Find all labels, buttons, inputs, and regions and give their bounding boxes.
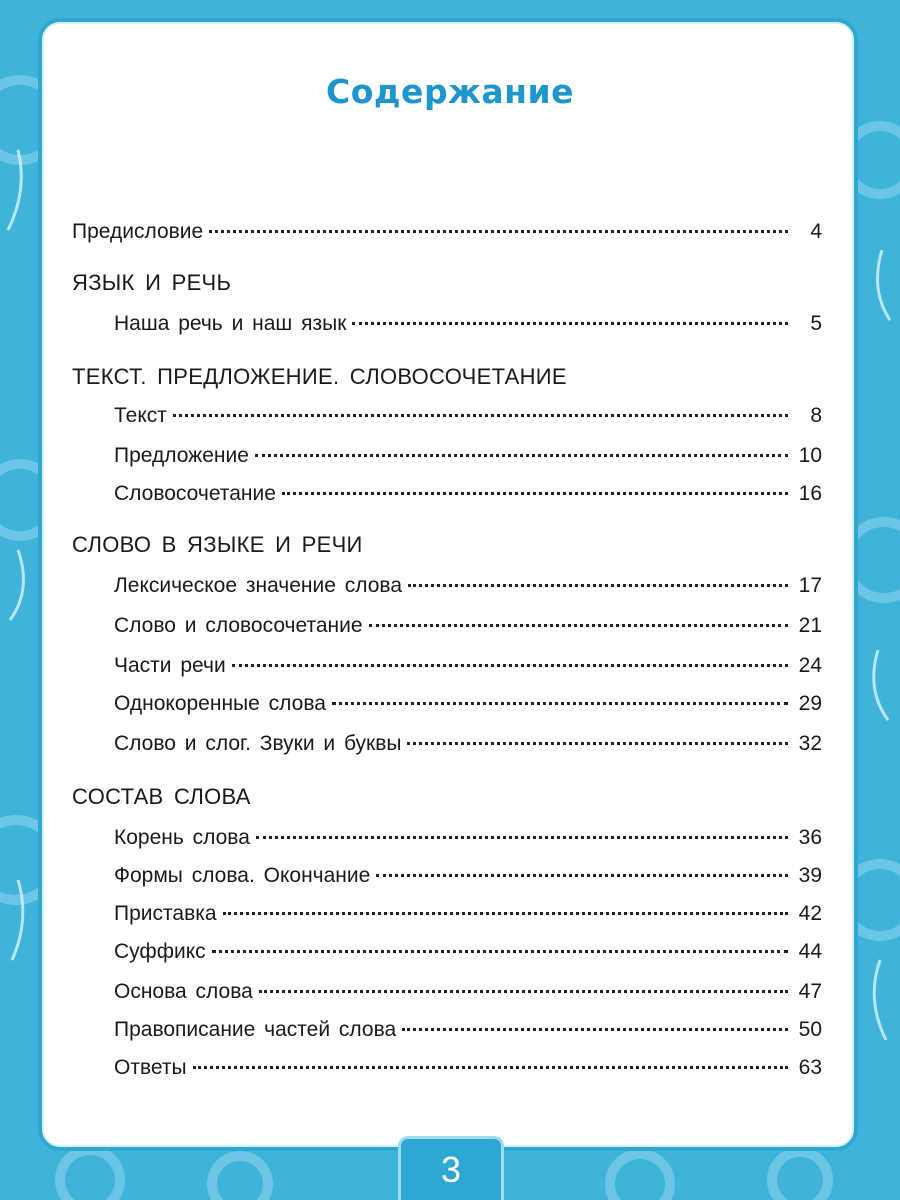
- page-number-tab: [398, 1136, 504, 1200]
- toc-entry[interactable]: [114, 864, 822, 894]
- toc-entry-page: 44: [798, 940, 822, 963]
- dot-leader: [232, 664, 788, 667]
- dot-leader: [259, 990, 788, 993]
- toc-entry-label: Части речи: [114, 654, 226, 677]
- dot-leader: [256, 836, 788, 839]
- dot-leader: [255, 454, 788, 457]
- toc-entry[interactable]: [114, 826, 822, 856]
- toc-entry-label: Основа слова: [114, 980, 253, 1003]
- toc-entry[interactable]: [114, 614, 822, 644]
- toc-entry-label: Предложение: [114, 444, 249, 467]
- toc-entry-page: 29: [798, 692, 822, 715]
- dot-leader: [223, 912, 788, 915]
- toc-entry-page: 5: [810, 312, 822, 335]
- dot-leader: [209, 230, 788, 233]
- dot-leader: [402, 1028, 788, 1031]
- toc-section-heading: ЯЗЫК И РЕЧЬ: [72, 270, 232, 295]
- toc-entry[interactable]: [114, 404, 822, 434]
- toc-entry[interactable]: [114, 444, 822, 474]
- toc-entry-label: Корень слова: [114, 826, 250, 849]
- dot-leader: [407, 742, 788, 745]
- toc-entry-label: Правописание частей слова: [114, 1018, 397, 1041]
- toc-entry[interactable]: [114, 980, 822, 1010]
- toc-entry-page: 4: [810, 220, 822, 243]
- toc-entry[interactable]: [114, 732, 822, 762]
- toc-entry-page: 8: [810, 404, 822, 427]
- toc-section-heading: СЛОВО В ЯЗЫКЕ И РЕЧИ: [72, 532, 363, 557]
- toc-entry[interactable]: [114, 1056, 822, 1086]
- toc-entry-label: Словосочетание: [114, 482, 276, 505]
- dot-leader: [408, 584, 788, 587]
- toc-entry-page: 47: [798, 980, 822, 1003]
- toc-entry[interactable]: [114, 940, 822, 970]
- toc-entry-label: Предисловие: [72, 220, 204, 243]
- toc-entry-label: Слово и словосочетание: [114, 614, 363, 637]
- dot-leader: [212, 950, 788, 953]
- dot-leader: [193, 1066, 788, 1069]
- toc-entry-label: Наша речь и наш язык: [114, 312, 347, 335]
- toc-entry[interactable]: [114, 482, 822, 512]
- toc-section-heading: СОСТАВ СЛОВА: [72, 784, 251, 809]
- toc-entry-page: 21: [798, 614, 822, 637]
- dot-leader: [173, 414, 788, 417]
- toc-entry[interactable]: [114, 902, 822, 932]
- dot-leader: [352, 322, 788, 325]
- toc-entry-label: Однокоренные слова: [114, 692, 326, 715]
- toc-entry-page: 42: [798, 902, 822, 925]
- toc-entry[interactable]: [114, 1018, 822, 1048]
- toc-entry-page: 50: [798, 1018, 822, 1041]
- dot-leader: [369, 624, 788, 627]
- toc-entry-label: Приставка: [114, 902, 217, 925]
- toc-entry-page: 16: [798, 482, 822, 505]
- toc-entry-page: 17: [798, 574, 822, 597]
- toc-section-heading: ТЕКСТ. ПРЕДЛОЖЕНИЕ. СЛОВОСОЧЕТАНИЕ: [72, 364, 567, 389]
- dot-leader: [332, 702, 788, 705]
- toc-entry-page: 10: [798, 444, 822, 467]
- toc-entry-label: Слово и слог. Звуки и буквы: [114, 732, 402, 755]
- toc-entry[interactable]: [114, 312, 822, 342]
- toc-entry-page: 63: [798, 1056, 822, 1079]
- toc-entry-page: 32: [798, 732, 822, 755]
- toc-entry-label: Ответы: [114, 1056, 187, 1079]
- toc-entry-label: Формы слова. Окончание: [114, 864, 371, 887]
- toc-entry-page: 39: [798, 864, 822, 887]
- toc-entry[interactable]: [114, 574, 822, 604]
- toc-entry-label: Текст: [114, 404, 167, 427]
- page-title: Содержание: [326, 72, 574, 111]
- toc-entry-page: 36: [798, 826, 822, 849]
- toc-entry-page: 24: [798, 654, 822, 677]
- page-number: 3: [440, 1149, 462, 1190]
- toc-entry[interactable]: [72, 220, 822, 250]
- dot-leader: [376, 874, 788, 877]
- dot-leader: [282, 492, 788, 495]
- toc-entry-label: Лексическое значение слова: [114, 574, 403, 597]
- toc-entry[interactable]: [114, 654, 822, 684]
- toc-entry-label: Суффикс: [114, 940, 206, 963]
- toc-entry[interactable]: [114, 692, 822, 722]
